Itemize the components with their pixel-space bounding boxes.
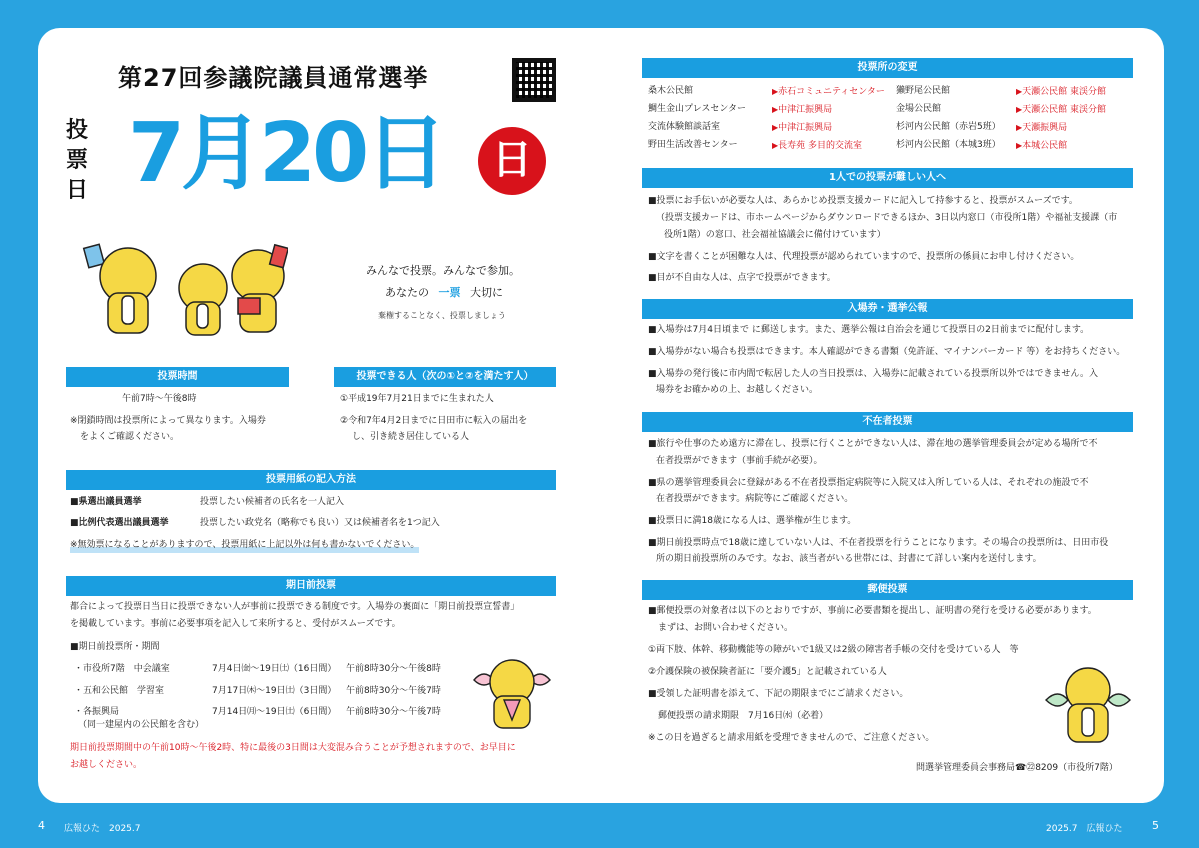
contact-line: 問選挙管理委員会事務局☎㉒8209（市役所7階） <box>916 763 1118 773</box>
old-venue: 杉河内公民館（本城3班） <box>896 140 1001 150</box>
new-venue-label: 中津江振興局 <box>778 123 833 133</box>
ballot-row-text: 投票したい候補者の氏名を一人記入 <box>200 497 345 507</box>
early-place: ・市役所7階 中会議室 <box>74 664 170 674</box>
old-venue: 野田生活改善センター <box>648 140 738 150</box>
vote-day-char: 日 <box>66 178 89 203</box>
assist-line: 役所1階）の窓口、社会福祉協議会に備付けています） <box>664 230 886 240</box>
slogan-post: 大切に <box>470 286 503 299</box>
old-venue: 交流体験館談話室 <box>648 122 721 132</box>
ticket-heading: 入場券・選挙公報 <box>642 299 1133 319</box>
new-venue-label: 赤石コミュニティセンター <box>778 87 885 97</box>
postal-line: ※この日を過ぎると請求用紙を受理できませんので、ご注意ください。 <box>648 733 935 743</box>
eligible-item1: ①平成19年7月21日までに生まれた人 <box>340 394 494 404</box>
changes-heading: 投票所の変更 <box>642 58 1133 78</box>
postal-line: まずは、お問い合わせください。 <box>658 623 794 633</box>
early-warning2: お越しください。 <box>70 760 143 770</box>
old-venue: 獺野尾公民館 <box>896 86 951 96</box>
arrow-icon: ▶ <box>772 123 779 132</box>
winged-mascot-illustration <box>470 650 554 732</box>
early-time: 午前8時30分～午後8時 <box>346 664 441 674</box>
assist-line: （投票支援カードは、市ホームページからダウンロードできるほか、3日以内窓口（市役所1階）や福祉支援課（市 <box>656 213 1118 223</box>
arrow-icon: ▶ <box>772 105 779 114</box>
absentee-line: ■旅行や仕事のため遠方に滞在し、投票に行くことができない人は、滞在地の選挙管理委員会が定める場所で不 <box>648 439 1098 449</box>
early-place: ・各振興局 <box>74 707 120 717</box>
early-period: 7月14日㈪～19日㈯（6日間） <box>212 707 337 717</box>
early-heading: 期日前投票 <box>66 576 556 596</box>
new-venue <box>772 102 832 118</box>
absentee-heading: 不在者投票 <box>642 412 1133 432</box>
new-venue <box>772 84 885 100</box>
early-period: 7月4日㈮～19日㈯（16日間） <box>212 664 337 674</box>
ticket-line: ■入場券がない場合も投票はできます。本人確認ができる書類（免許証、マイナンバーカード 等）をお持ちください。 <box>648 347 1126 357</box>
arrow-icon: ▶ <box>1016 87 1023 96</box>
new-venue <box>1016 138 1067 154</box>
postal-heading: 郵便投票 <box>642 580 1133 600</box>
page-number-right: 5 <box>1152 819 1159 832</box>
early-time: 午前8時30分～午後7時 <box>346 686 441 696</box>
election-title: 第27回参議院議員通常選挙 <box>118 64 429 92</box>
absentee-line: 在者投票ができます（事前手続が必要）。 <box>656 456 823 466</box>
weekday-badge <box>478 127 546 195</box>
early-sub: ■期日前投票所・期間 <box>70 642 160 652</box>
absentee-line: ■県の選挙管理委員会に登録がある不在者投票指定病院等に入院又は入所している人は、それぞれの施設で不 <box>648 478 1089 488</box>
new-venue-label: 天瀬公民館 東渓分館 <box>1022 87 1107 97</box>
vote-day-char: 票 <box>66 148 89 173</box>
ticket-line: 場券をお確かめの上、お越しください。 <box>656 385 819 395</box>
hours-time: 午前7時～午後8時 <box>122 394 197 404</box>
early-desc1: 都合によって投票日当日に投票できない人が事前に投票できる制度です。入場券の裏面に「期日前投票宣誓書」 <box>70 602 520 612</box>
arrow-icon: ▶ <box>772 87 779 96</box>
old-venue: 桑木公民館 <box>648 86 694 96</box>
postal-line: ■受領した証明書を添えて、下記の期限までにご請求ください。 <box>648 689 909 699</box>
ballot-note: ※無効票になることがありますので、投票用紙に上記以外は何も書かないでください。 <box>70 538 419 553</box>
weekday-text: 日 <box>492 137 532 183</box>
arrow-icon: ▶ <box>772 141 779 150</box>
eligible-heading: 投票できる人（次の①と②を満たす人） <box>334 367 556 387</box>
slogan-emphasis: 一票 <box>438 286 461 299</box>
slogan-line3: 棄権することなく、投票しましょう <box>378 311 506 320</box>
arrow-icon: ▶ <box>1016 105 1023 114</box>
qr-code[interactable] <box>512 58 556 102</box>
new-venue <box>772 138 862 154</box>
new-venue-label: 天瀬公民館 東渓分館 <box>1022 105 1107 115</box>
hours-note2: をよくご確認ください。 <box>80 432 180 442</box>
early-warning1: 期日前投票期間中の午前10時～午後2時、特に最後の3日間は大変混み合うことが予想されますので、お早目に <box>70 743 516 753</box>
election-date: 7月20日 <box>128 106 444 201</box>
arrow-icon: ▶ <box>1016 123 1023 132</box>
early-desc2: を掲載しています。事前に必要事項を記入して来所すると、受付がスムーズです。 <box>70 619 401 629</box>
ballot-heading: 投票用紙の記入方法 <box>66 470 556 490</box>
assist-line: ■文字を書くことが困難な人は、代理投票が認められていますので、投票所の係員にお申し付けください。 <box>648 252 1080 262</box>
new-venue <box>1016 120 1067 136</box>
slogan-pre: あなたの <box>385 286 429 299</box>
old-venue: 杉河内公民館（赤岩5班） <box>896 122 1001 132</box>
new-venue <box>1016 84 1106 100</box>
page-number-left: 4 <box>38 819 45 832</box>
new-venue <box>1016 102 1106 118</box>
assist-heading: 1人での投票が難しい人へ <box>642 168 1133 188</box>
ballot-row-label: ■比例代表選出議員選挙 <box>70 518 169 528</box>
postal-line: ■郵便投票の対象者は以下のとおりですが、事前に必要書類を提出し、証明書の発行を受ける必要があります。 <box>648 606 1097 616</box>
assist-line: ■目が不自由な人は、点字で投票ができます。 <box>648 273 836 283</box>
postal-line: 郵便投票の請求期限 7月16日㈬（必着） <box>658 711 829 721</box>
assist-line: ■投票にお手伝いが必要な人は、あらかじめ投票支援カードに記入して持参すると、投票がスムーズです。 <box>648 196 1078 206</box>
mascot-illustration <box>1042 660 1134 746</box>
old-venue: 鯛生金山プレスセンター <box>648 104 747 114</box>
absentee-line: 在者投票ができます。病院等にご確認ください。 <box>656 494 854 504</box>
new-venue-label: 中津江振興局 <box>778 105 833 115</box>
ballot-row-text: 投票したい政党名（略称でも良い）又は候補者名を1つ記入 <box>200 518 440 528</box>
absentee-line: ■投票日に満18歳になる人は、選挙権が生じます。 <box>648 516 857 526</box>
new-venue-label: 本城公民館 <box>1022 141 1068 151</box>
ticket-line: ■入場券の発行後に市内間で転居した人の当日投票は、入場券に記載されている投票所以外ではできません。入 <box>648 369 1099 379</box>
postal-line: ①両下肢、体幹、移動機能等の障がいで1級又は2級の障害者手帳の交付を受けている人 等 <box>648 645 1019 655</box>
eligible-item2a: ②令和7年4月2日までに日田市に転入の届出を <box>340 416 528 426</box>
new-venue <box>772 120 832 136</box>
footer-right-text: 2025.7 広報ひた <box>1046 824 1123 834</box>
early-period: 7月17日㈭～19日㈯（3日間） <box>212 686 337 696</box>
ticket-line: ■入場券は7月4日頃まで に郵送します。また、選挙公報は自治会を通じて投票日の2日前までに配付します。 <box>648 325 1090 335</box>
ballot-row-label: ■県選出議員選挙 <box>70 497 142 507</box>
mascot-group-illustration <box>78 238 288 338</box>
early-row3-note: （同一建屋内の公民館を含む） <box>78 720 205 730</box>
hours-note1: ※閉鎖時間は投票所によって異なります。入場券 <box>70 416 266 426</box>
absentee-line: 所の期日前投票所のみです。なお、該当者がいる世帯には、封書にて詳しい案内を送付します。 <box>656 554 1042 564</box>
new-venue-label: 天瀬振興局 <box>1022 123 1068 133</box>
early-place: ・五和公民館 学習室 <box>74 686 165 696</box>
slogan-line1: みんなで投票。みんなで参加。 <box>366 264 520 277</box>
new-venue-label: 長寿苑 多目的交流室 <box>778 141 863 151</box>
postal-line: ②介護保険の被保険者証に「要介護5」と記載されている人 <box>648 667 887 677</box>
slogan-line2 <box>385 284 503 300</box>
vote-day-label <box>66 116 88 206</box>
old-venue: 金場公民館 <box>896 104 942 114</box>
vote-day-char: 投 <box>66 118 89 143</box>
early-time: 午前8時30分～午後7時 <box>346 707 441 717</box>
absentee-line: ■期日前投票時点で18歳に達していない人は、不在者投票を行うことになります。その場合の投票所は、日田市役 <box>648 538 1109 548</box>
arrow-icon: ▶ <box>1016 141 1023 150</box>
eligible-item2b: し、引き続き居住している人 <box>352 432 470 442</box>
hours-heading: 投票時間 <box>66 367 289 387</box>
footer-left-text: 広報ひた 2025.7 <box>64 824 141 834</box>
